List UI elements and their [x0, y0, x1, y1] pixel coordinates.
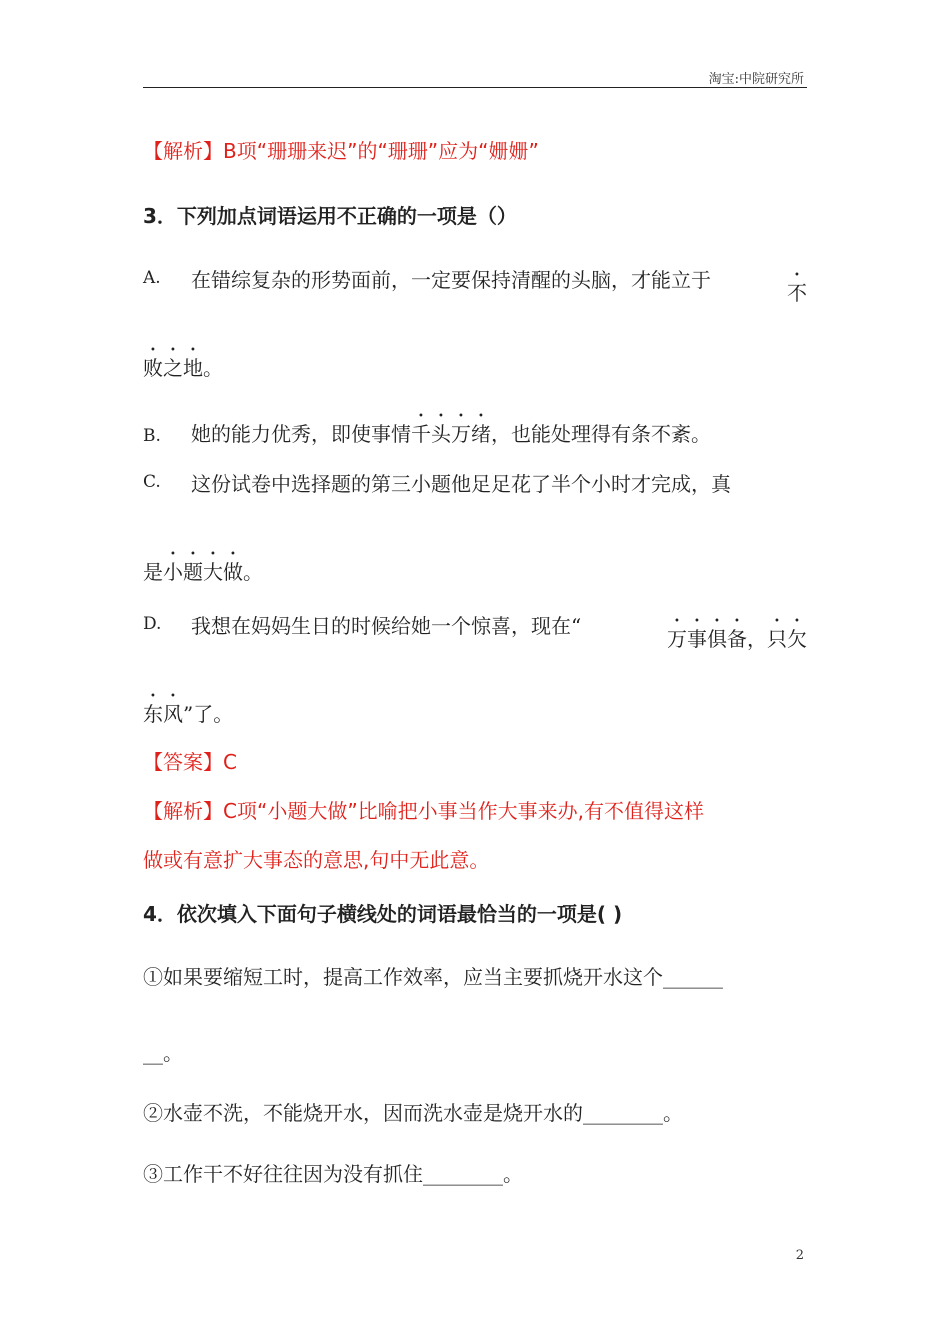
page-number: 2: [795, 1248, 804, 1263]
analysis-tag: 【解析】: [143, 139, 223, 163]
q2-analysis: [143, 141, 807, 161]
option-b-emphasis: 千头万绪: [411, 422, 491, 446]
option-d-emphasis-2: 只欠: [767, 627, 807, 651]
q3-option-d: D. 我想在妈妈生日的时候给她一个惊喜，现在“ 万事俱备，只欠: [143, 614, 807, 651]
option-d-emphasis-1: 万事俱备: [667, 627, 747, 651]
analysis-text: B项“珊珊来迟”的“珊珊”应为“姗姗”: [223, 139, 539, 163]
header-rule: [143, 87, 807, 88]
option-d-label: D.: [143, 614, 162, 634]
option-c-text: 这份试卷中选择题的第三小题他足足花了半个小时才完成，真: [191, 472, 731, 496]
option-c-label: C.: [143, 472, 161, 492]
option-a-emphasis-1: 不: [787, 281, 807, 305]
option-b-label: B.: [143, 426, 161, 446]
q4-item-1: ①如果要缩短工时，提高工作效率，应当主要抓烧开水这个______: [143, 965, 723, 989]
q3-analysis-line1: 【解析】C项“小题大做”比喻把小事当作大事来办,有不值得这样: [143, 799, 705, 823]
answer-value: C: [223, 750, 237, 774]
header-source: 淘宝:中院研究所: [708, 72, 804, 87]
q3-option-a-cont: 败之地。: [143, 356, 223, 380]
option-a-text: 在错综复杂的形势面前，一定要保持清醒的头脑，才能立于 不: [191, 268, 807, 305]
q3-option-c: [143, 474, 807, 494]
option-d-emphasis-3: 东风: [143, 702, 183, 726]
q3-option-d-cont: 东风”了。: [143, 702, 234, 726]
q3-stem: 3．下列加点词语运用不正确的一项是（）: [143, 204, 517, 228]
q3-analysis-line2: 做或有意扩大事态的意思,句中无此意。: [143, 848, 490, 872]
q3-option-c-cont: 是小题大做。: [143, 560, 263, 584]
option-a-label: A.: [143, 268, 161, 288]
q3-option-b: B. 她的能力优秀，即使事情千头万绪，也能处理得有条不紊。: [143, 422, 711, 446]
q4-item-3: ③工作干不好往往因为没有抓住________。: [143, 1162, 523, 1186]
q3-option-a: [143, 270, 807, 305]
q4-item-1-cont: __。: [143, 1041, 183, 1065]
option-a-emphasis-2: 败之地: [143, 356, 203, 380]
q4-item-2: ②水壶不洗，不能烧开水，因而洗水壶是烧开水的________。: [143, 1101, 683, 1125]
q3-answer: 【答案】C: [143, 750, 237, 774]
q4-stem: 4．依次填入下面句子横线处的词语最恰当的一项是( ): [143, 902, 623, 926]
option-c-emphasis: 小题大做: [163, 560, 243, 584]
